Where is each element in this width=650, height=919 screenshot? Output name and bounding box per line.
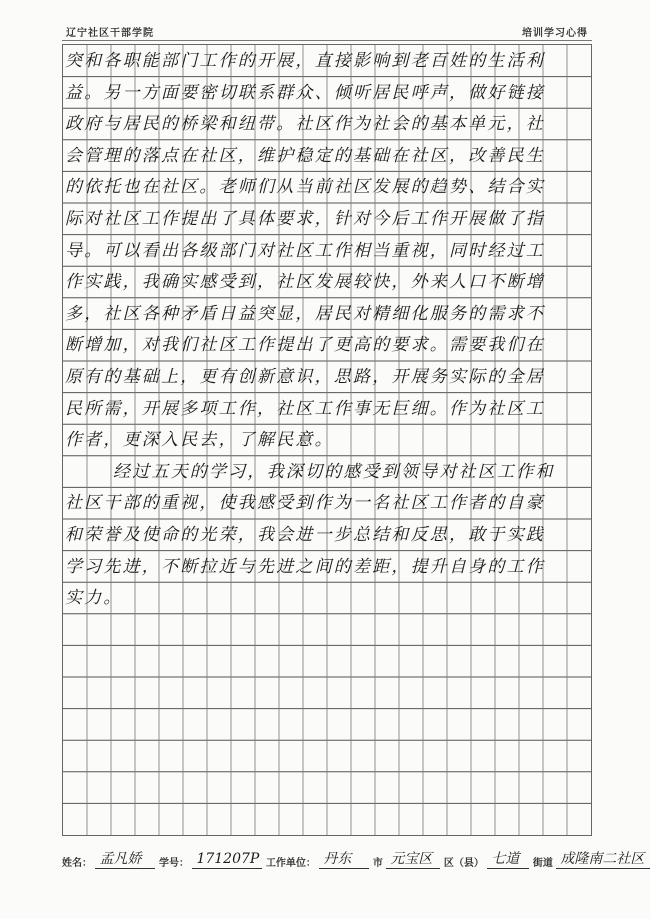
work-unit-label: 工作单位：	[265, 858, 316, 869]
handwritten-line: 断增加，对我们社区工作提出了更高的要求。需要我们在	[65, 335, 545, 356]
community-value: 成隆南二社区	[556, 850, 650, 869]
id-value: 171207P	[192, 850, 262, 869]
handwritten-line: 多，社区各种矛盾日益突显，居民对精细化服务的需求不	[65, 303, 545, 324]
header-rule	[62, 40, 592, 41]
handwritten-line: 际对社区工作提出了具体要求，针对今后工作开展做了指	[65, 209, 545, 229]
district-label: 区（县）	[443, 858, 484, 869]
handwritten-line: 作者，更深入民去，了解民意。	[65, 430, 334, 451]
handwritten-line: 经过五天的学习，我深切的感受到领导对社区工作和	[113, 461, 555, 482]
handwritten-line: 政府与居民的桥梁和纽带。社区作为社会的基本单元，社	[65, 114, 545, 135]
document-type-title: 培训学习心得	[522, 28, 588, 39]
handwritten-line: 导。可以看出各级部门对社区工作相当重视，同时经过工	[65, 240, 545, 261]
handwritten-line: 和荣誉及使命的光荣，我会进一步总结和反思，敢于实践	[65, 525, 545, 545]
district-value: 元宝区	[386, 850, 440, 869]
name-value: 孟凡娇	[95, 850, 155, 869]
signature-footer	[62, 850, 645, 874]
handwritten-line: 民所需，开展多项工作，社区工作事无巨细。作为社区工	[65, 398, 545, 419]
institution-name: 辽宁社区干部学院	[66, 28, 154, 39]
street-label: 街道	[532, 858, 553, 869]
handwritten-line: 的依托也在社区。老师们从当前社区发展的趋势、结合实	[65, 177, 545, 198]
handwritten-line: 突和各职能部门工作的开展，直接影响到老百姓的生活利	[65, 51, 545, 71]
handwritten-line: 会管理的落点在社区，维护稳定的基础在社区，改善民生	[65, 145, 545, 166]
handwritten-line: 社区干部的重视，使我感受到作为一名社区工作者的自豪	[65, 493, 545, 514]
writing-grid	[62, 44, 592, 836]
handwritten-line: 益。另一方面要密切联系群众、倾听居民呼声，做好链接	[65, 82, 545, 103]
handwritten-line: 实力。	[65, 588, 123, 609]
city-label: 市	[372, 858, 383, 869]
handwritten-line: 原有的基础上，更有创新意识，思路，开展务实际的全居	[65, 367, 545, 387]
handwritten-line: 作实践，我确实感受到，社区发展较快，外来人口不断增	[65, 272, 545, 293]
id-label: 学号：	[158, 858, 189, 869]
name-label: 姓名：	[62, 858, 92, 869]
street-value: 七道	[487, 850, 529, 869]
handwritten-line: 学习先进，不断拉近与先进之间的差距，提升自身的工作	[65, 556, 545, 577]
city-value: 丹东	[319, 850, 369, 869]
